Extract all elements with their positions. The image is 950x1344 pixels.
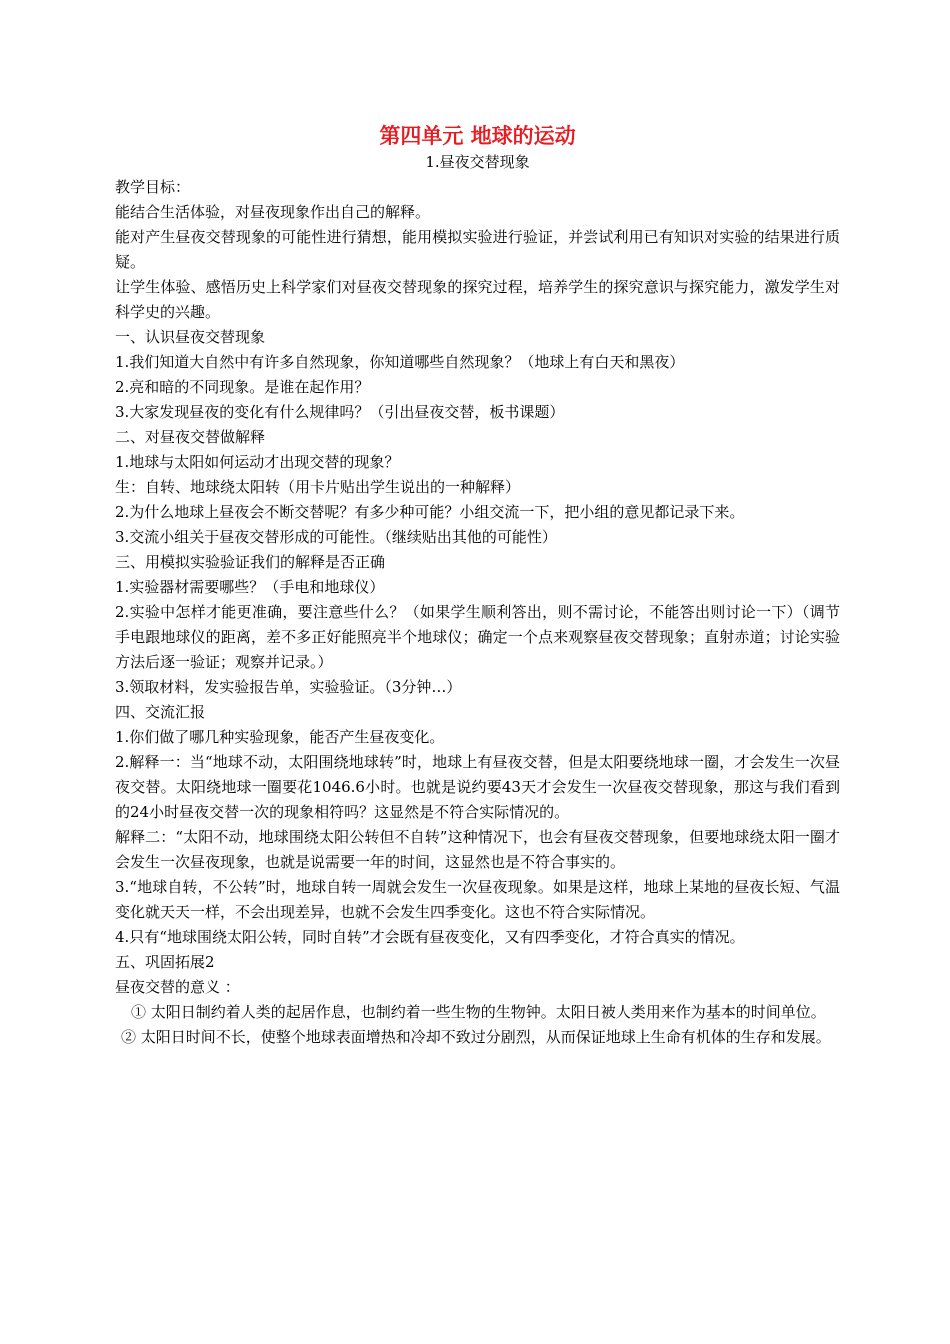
- paragraph: 1.实验器材需要哪些？（手电和地球仪）: [115, 578, 385, 596]
- document-page: [115, 122, 840, 1050]
- paragraph: 1.你们做了哪几种实验现象，能否产生昼夜变化。: [115, 728, 445, 746]
- section-heading: 三、用模拟实验验证我们的解释是否正确: [115, 553, 386, 571]
- document-subtitle: 1.昼夜交替现象: [425, 153, 530, 171]
- document-title: 第四单元 地球的运动: [379, 124, 576, 148]
- paragraph: 2.实验中怎样才能更准确，要注意些什么？（如果学生顺利答出，则不需讨论，不能答出则讨论一下）（调节手电跟地球仪的距离，差不多正好能照亮半个地球仪；确定一个点来观察昼夜交替现象；直射赤道；讨论实验方法后逐一验证；观察并记录。）: [115, 603, 840, 671]
- paragraph: 3.大家发现昼夜的变化有什么规律吗？（引出昼夜交替，板书课题）: [115, 403, 565, 421]
- paragraph: 3.交流小组关于昼夜交替形成的可能性。（继续贴出其他的可能性）: [115, 528, 557, 546]
- paragraph: 让学生体验、感悟历史上科学家们对昼夜交替现象的探究过程，培养学生的探究意识与探究能力，激发学生对科学史的兴趣。: [115, 278, 840, 321]
- paragraph: 2.亮和暗的不同现象。是谁在起作用？: [115, 378, 370, 396]
- paragraph: 生：自转、地球绕太阳转（用卡片贴出学生说出的一种解释）: [115, 478, 521, 496]
- section-heading: 一、认识昼夜交替现象: [115, 328, 266, 346]
- paragraph: 能对产生昼夜交替现象的可能性进行猜想，能用模拟实验进行验证，并尝试利用已有知识对实验的结果进行质疑。: [115, 228, 840, 271]
- paragraph: 2.解释一：当“地球不动，太阳围绕地球转”时，地球上有昼夜交替，但是太阳要绕地球一圈，才会发生一次昼夜交替。太阳绕地球一圈要花1046.6小时。也就是说约要43天才会发生一次昼夜交替现象，那这与我们看到的24小时昼夜交替一次的现象相符吗？这显然是不符合实际情况的。: [115, 753, 840, 821]
- significance-item: ② 太阳日时间不长，使整个地球表面增热和冷却不致过分剧烈，从而保证地球上生命有机体的生存和发展。: [121, 1028, 831, 1046]
- section-heading: 五、巩固拓展2: [115, 953, 215, 971]
- paragraph: 昼夜交替的意义 ：: [115, 978, 240, 996]
- significance-item: ① 太阳日制约着人类的起居作息，也制约着一些生物的生物钟。太阳日被人类用来作为基本的时间单位。: [131, 1003, 826, 1021]
- paragraph: 1.我们知道大自然中有许多自然现象，你知道哪些自然现象？（地球上有白天和黑夜）: [115, 353, 685, 371]
- paragraph: 解释二：“太阳不动，地球围绕太阳公转但不自转”这种情况下，也会有昼夜交替现象，但要地球绕太阳一圈才会发生一次昼夜现象，也就是说需要一年的时间，这显然也是不符合事实的。: [115, 828, 840, 871]
- paragraph: 教学目标：: [115, 178, 191, 196]
- paragraph: 3.“地球自转，不公转”时，地球自转一周就会发生一次昼夜现象。如果是这样，地球上某地的昼夜长短、气温变化就天天一样，不会出现差异，也就不会发生四季变化。这也不符合实际情况。: [115, 878, 840, 921]
- paragraph: 2.为什么地球上昼夜会不断交替呢？有多少种可能？小组交流一下，把小组的意见都记录下来。: [115, 503, 745, 521]
- section-heading: 四、交流汇报: [115, 703, 206, 721]
- paragraph: 1.地球与太阳如何运动才出现交替的现象？: [115, 453, 400, 471]
- section-heading: 二、对昼夜交替做解释: [115, 428, 266, 446]
- paragraph: 4.只有“地球围绕太阳公转，同时自转”才会既有昼夜变化，又有四季变化，才符合真实的情况。: [115, 928, 745, 946]
- paragraph: 3.领取材料，发实验报告单，实验验证。（3分钟…）: [115, 678, 462, 696]
- paragraph: 能结合生活体验，对昼夜现象作出自己的解释。: [115, 203, 431, 221]
